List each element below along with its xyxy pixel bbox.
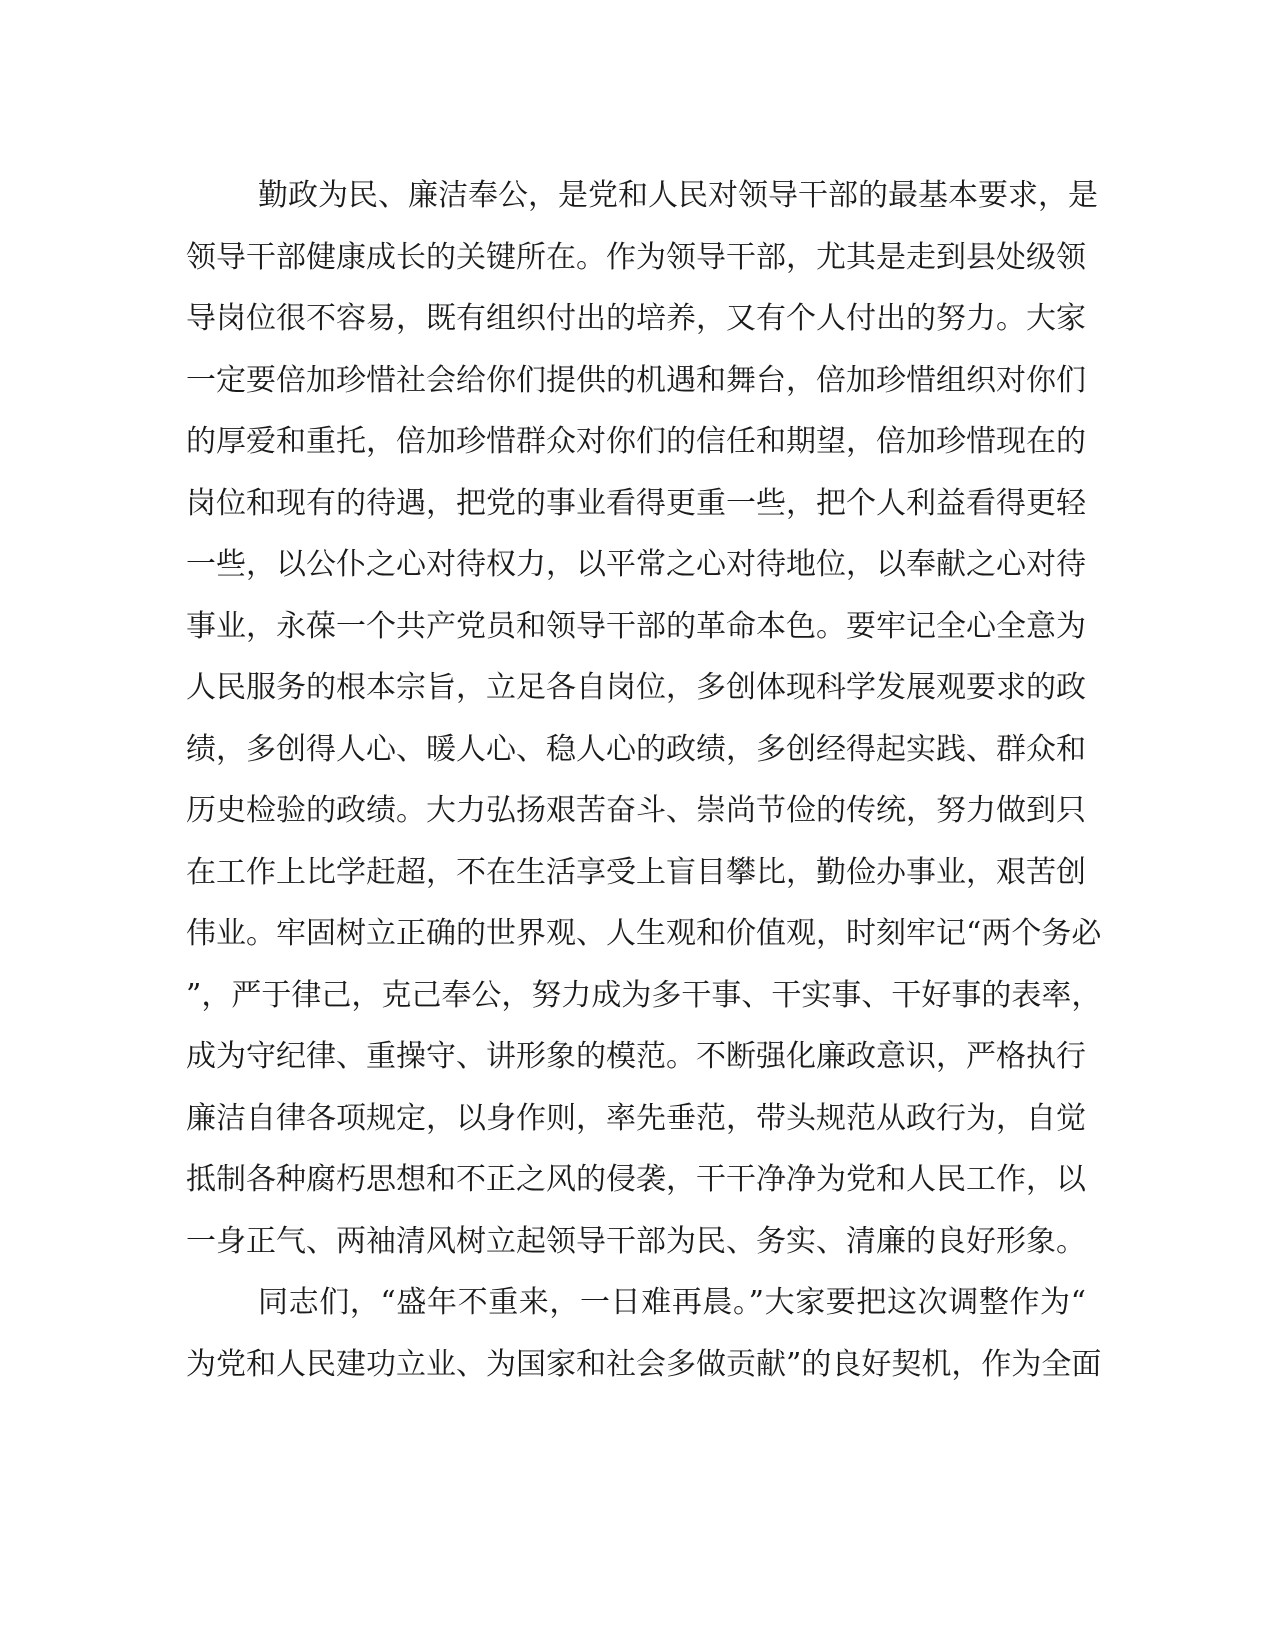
text-line: 一定要倍加珍惜社会给你们提供的机遇和舞台，倍加珍惜组织对你们 xyxy=(186,362,1086,398)
text-line: 事业，永葆一个共产党员和领导干部的革命本色。要牢记全心全意为 xyxy=(186,608,1086,644)
paragraph-1 xyxy=(186,165,1102,1272)
text-line: 历史检验的政绩。大力弘扬艰苦奋斗、崇尚节俭的传统，努力做到只 xyxy=(186,793,1086,828)
text-line: 岗位和现有的待遇，把党的事业看得更重一些，把个人利益看得更轻 xyxy=(186,485,1086,521)
text-line: 在工作上比学赶超，不在生活享受上盲目攀比，勤俭办事业，艰苦创 xyxy=(186,854,1086,890)
text-line: 伟业。牢固树立正确的世界观、人生观和价值观，时刻牢记“两个务必 xyxy=(186,916,1102,951)
text-line: 人民服务的根本宗旨，立足各自岗位，多创体现科学发展观要求的政 xyxy=(186,670,1086,705)
text-line: 同志们，“盛年不重来，一日难再晨。”大家要把这次调整作为“ xyxy=(258,1285,1086,1320)
text-line: 廉洁自律各项规定，以身作则，率先垂范，带头规范从政行为，自觉 xyxy=(186,1100,1086,1136)
text-line: 为党和人民建功立业、为国家和社会多做贡献”的良好契机，作为全面 xyxy=(186,1346,1102,1382)
text-line: 抵制各种腐朽思想和不正之风的侵袭，干干净净为党和人民工作，以 xyxy=(186,1162,1086,1197)
text-line: 绩，多创得人心、暖人心、稳人心的政绩，多创经得起实践、群众和 xyxy=(186,731,1086,767)
text-line: 一些，以公仆之心对待权力，以平常之心对待地位，以奉献之心对待 xyxy=(186,547,1086,582)
text-line: 导岗位很不容易，既有组织付出的培养，又有个人付出的努力。大家 xyxy=(186,301,1086,336)
text-line: 领导干部健康成长的关键所在。作为领导干部，尤其是走到县处级领 xyxy=(186,239,1086,275)
text-line: 勤政为民、廉洁奉公，是党和人民对领导干部的最基本要求，是 xyxy=(258,178,1098,213)
paragraph-2 xyxy=(186,1272,1102,1395)
document-body xyxy=(186,165,1102,1395)
text-line: 成为守纪律、重操守、讲形象的模范。不断强化廉政意识，严格执行 xyxy=(186,1039,1086,1074)
text-line: ”，严于律己，克己奉公，努力成为多干事、干实事、干好事的表率， xyxy=(186,977,1102,1013)
text-line: 一身正气、两袖清风树立起领导干部为民、务实、清廉的良好形象。 xyxy=(186,1223,1086,1259)
text-line: 的厚爱和重托，倍加珍惜群众对你们的信任和期望，倍加珍惜现在的 xyxy=(186,424,1086,459)
